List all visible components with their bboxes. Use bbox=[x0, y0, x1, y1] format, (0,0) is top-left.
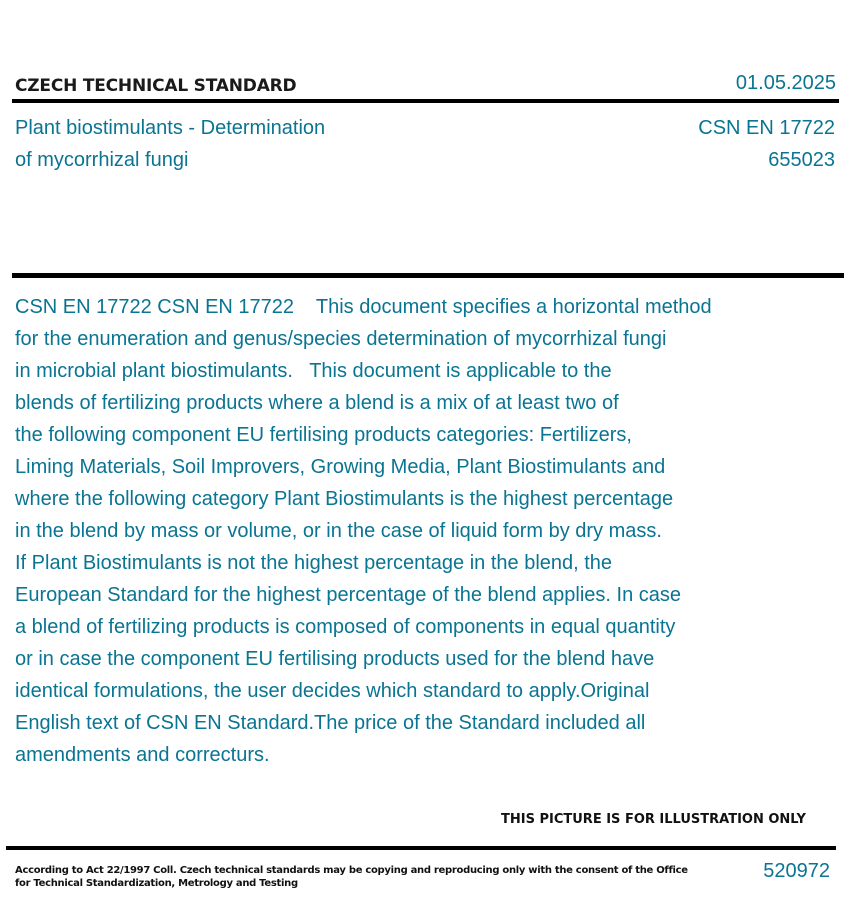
description-line: If Plant Biostimulants is not the highest percentage in the blend, the bbox=[15, 552, 613, 574]
class-number: 655023 bbox=[768, 149, 835, 171]
description-line: in microbial plant biostimulants. This document is applicable to the bbox=[15, 360, 612, 382]
description-line: identical formulations, the user decides which standard to apply.Original bbox=[15, 680, 650, 702]
description-line: in the blend by mass or volume, or in the case of liquid form by dry mass. bbox=[15, 520, 662, 542]
description-line: European Standard for the highest percentage of the blend applies. In case bbox=[15, 584, 682, 606]
legal-notice-line: According to Act 22/1997 Coll. Czech technical standards may be copying and reproducing only with the consent of the Office bbox=[15, 865, 688, 876]
description-line: or in case the component EU fertilising products used for the blend have bbox=[15, 648, 655, 670]
standard-label: CZECH TECHNICAL STANDARD bbox=[15, 76, 297, 96]
footer-divider bbox=[6, 846, 836, 850]
description-line: Liming Materials, Soil Improvers, Growing Media, Plant Biostimulants and bbox=[15, 456, 666, 478]
legal-notice bbox=[15, 864, 688, 890]
description-line: where the following category Plant Biostimulants is the highest percentage bbox=[15, 488, 674, 510]
footer-number: 520972 bbox=[763, 860, 830, 882]
section-divider bbox=[12, 273, 844, 278]
standard-code: CSN EN 17722 bbox=[698, 117, 835, 139]
document-description bbox=[15, 291, 795, 771]
illustration-note: THIS PICTURE IS FOR ILLUSTRATION ONLY bbox=[501, 812, 806, 827]
document-title-line-1: Plant biostimulants - Determination bbox=[15, 117, 326, 139]
header-divider bbox=[12, 99, 839, 103]
legal-notice-line: for Technical Standardization, Metrology and Testing bbox=[15, 878, 298, 889]
description-line: a blend of fertilizing products is composed of components in equal quantity bbox=[15, 616, 676, 638]
description-line: English text of CSN EN Standard.The price of the Standard included all bbox=[15, 712, 646, 734]
publication-date: 01.05.2025 bbox=[735, 72, 836, 94]
description-line: amendments and correcturs. bbox=[15, 744, 270, 766]
description-line: the following component EU fertilising products categories: Fertilizers, bbox=[15, 424, 632, 446]
description-line: blends of fertilizing products where a blend is a mix of at least two of bbox=[15, 392, 619, 414]
description-line: CSN EN 17722 CSN EN 17722 This document specifies a horizontal method bbox=[15, 296, 712, 318]
description-line: for the enumeration and genus/species determination of mycorrhizal fungi bbox=[15, 328, 667, 350]
document-title-line-2: of mycorrhizal fungi bbox=[15, 149, 189, 171]
